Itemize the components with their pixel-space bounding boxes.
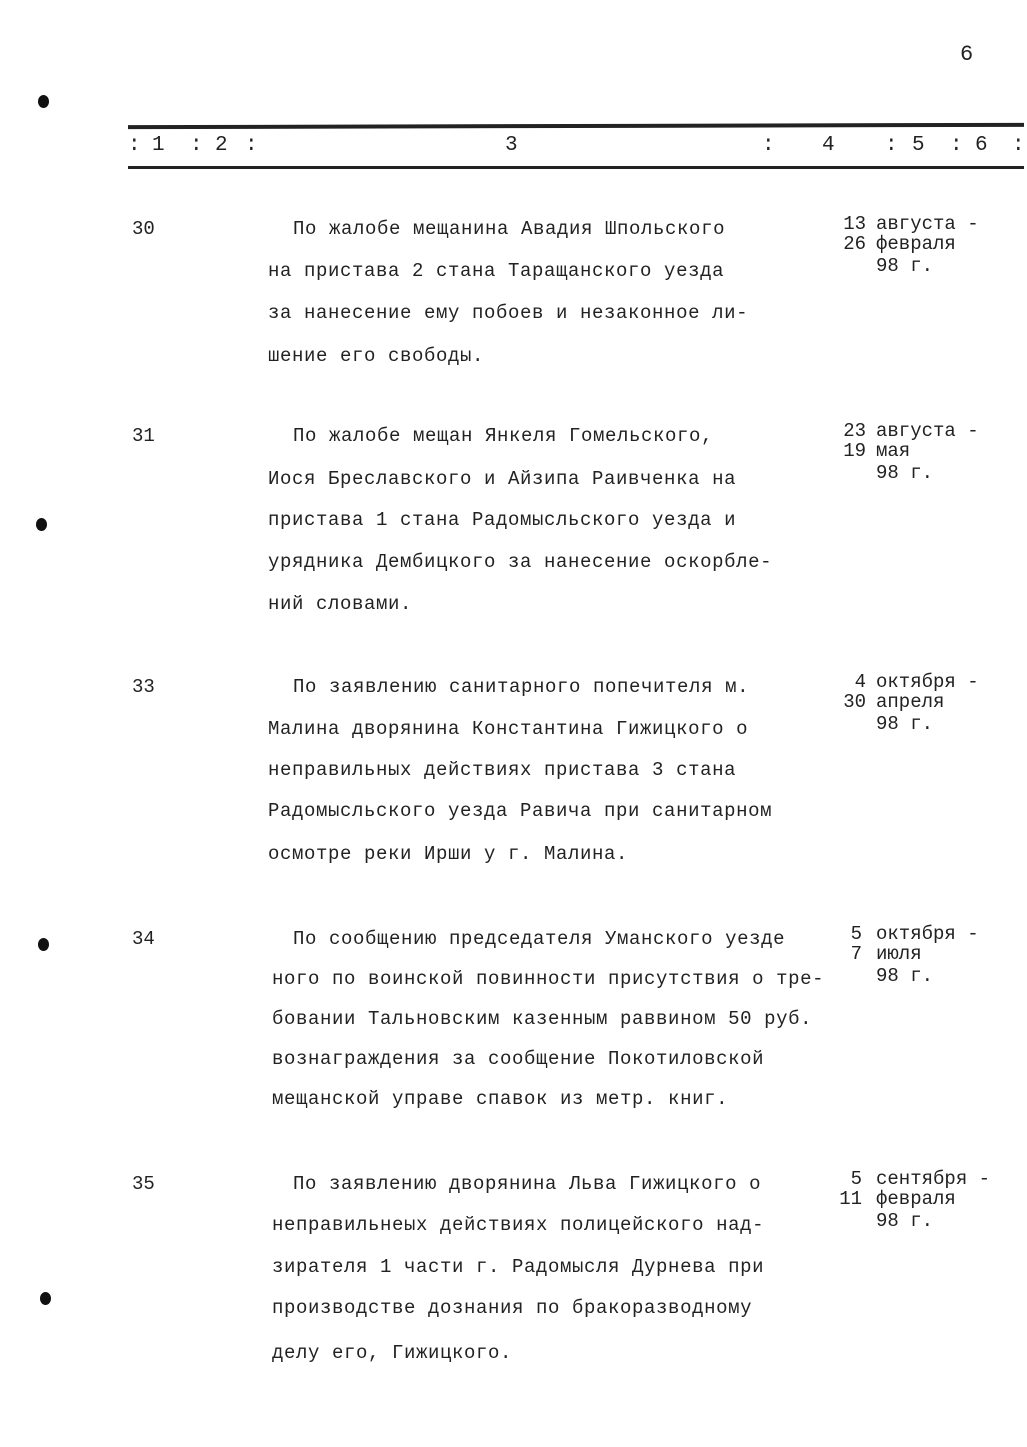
header-rule-top [128, 123, 1024, 129]
date-end-month: апреля [876, 691, 945, 713]
column-header-cell: 5 [912, 134, 927, 157]
entry-text-line: вознаграждения за сообщение Покотиловской [272, 1048, 765, 1070]
entry-text-line: на пристава 2 стана Таращанского уезда [268, 260, 725, 282]
date-start-month: августа - [876, 420, 979, 442]
date-end-day: 26 [843, 233, 866, 255]
column-header-cell: 2 [215, 134, 230, 157]
page-number: 6 [960, 42, 974, 67]
column-header-cell: : [1012, 134, 1027, 157]
column-header-cell: : [762, 134, 777, 157]
date-start-month: сентября - [876, 1168, 991, 1190]
date-start-day: 13 [843, 213, 866, 235]
date-start-day: 5 [850, 923, 862, 945]
column-header-cell: : [190, 134, 205, 157]
date-end-day: 19 [843, 440, 866, 462]
date-start-day: 5 [850, 1168, 862, 1190]
entry-text-line: По жалобе мещанина Авадия Шпольского [293, 218, 726, 240]
entry-text-line: По жалобе мещан Янкеля Гомельского, [293, 425, 714, 447]
date-end-month: февраля [876, 233, 956, 255]
column-header-cell: 3 [505, 134, 520, 157]
date-year: 98 г. [876, 713, 934, 735]
date-end-month: февраля [876, 1188, 956, 1210]
entry-number: 35 [132, 1173, 155, 1195]
entry-text-line: делу его, Гижицкого. [272, 1342, 513, 1364]
column-header-cell: : [885, 134, 900, 157]
column-header-cell: 1 [152, 134, 167, 157]
date-end-month: июля [876, 943, 922, 965]
date-year: 98 г. [876, 1210, 934, 1232]
date-start-day: 4 [854, 671, 866, 693]
date-year: 98 г. [876, 965, 934, 987]
date-end-day: 30 [843, 691, 866, 713]
header-rule-bottom [128, 166, 1024, 169]
entry-text-line: По сообщению председателя Уманского уезде [293, 928, 786, 950]
column-header-cell: : [128, 134, 143, 157]
entry-number: 31 [132, 425, 155, 447]
punch-hole [38, 938, 49, 951]
entry-text-line: бовании Тальновским казенным раввином 50 руб. [272, 1008, 813, 1030]
entry-text-line: Иося Бреславского и Айзипа Раивченка на [268, 468, 737, 490]
entry-text-line: зирателя 1 части г. Радомысля Дурнева при [272, 1256, 765, 1278]
column-header-cell: 6 [975, 134, 990, 157]
entry-text-line: ний словами. [268, 593, 413, 615]
entry-number: 30 [132, 218, 155, 240]
entry-text-line: урядника Дембицкого за нанесение оскорбле- [268, 551, 773, 573]
column-header-cell: : [245, 134, 260, 157]
entry-text-line: Малина дворянина Константина Гижицкого о [268, 718, 749, 740]
punch-hole [40, 1292, 51, 1305]
entry-text-line: за нанесение ему побоев и незаконное ли- [268, 302, 749, 324]
entry-text-line: неправильнеых действиях полицейского над- [272, 1214, 765, 1236]
entry-text-line: пристава 1 стана Радомысльского уезда и [268, 509, 737, 531]
entry-text-line: неправильных действиях пристава 3 стана [268, 759, 737, 781]
entry-text-line: осмотре реки Ирши у г. Малина. [268, 843, 629, 865]
column-header-cell: : [950, 134, 965, 157]
column-header-cell: 4 [822, 134, 837, 157]
date-start-month: августа - [876, 213, 979, 235]
date-end-month: мая [876, 440, 911, 462]
entry-text-line: шение его свободы. [268, 345, 485, 367]
entry-number: 34 [132, 928, 155, 950]
entry-text-line: производстве дознания по бракоразводному [272, 1297, 753, 1319]
date-end-day: 7 [850, 943, 862, 965]
entry-number: 33 [132, 676, 155, 698]
date-start-day: 23 [843, 420, 866, 442]
entry-text-line: По заявлению дворянина Льва Гижицкого о [293, 1173, 762, 1195]
entry-text-line: ного по воинской повинности присутствия о тре- [272, 968, 825, 990]
punch-hole [36, 518, 47, 531]
entry-text-line: Радомысльского уезда Равича при санитарном [268, 800, 773, 822]
punch-hole [38, 95, 49, 108]
date-start-month: октября - [876, 923, 979, 945]
entry-text-line: По заявлению санитарного попечителя м. [293, 676, 750, 698]
date-year: 98 г. [876, 462, 934, 484]
date-year: 98 г. [876, 255, 934, 277]
date-start-month: октября - [876, 671, 979, 693]
date-end-day: 11 [839, 1188, 862, 1210]
entry-text-line: мещанской управе спавок из метр. книг. [272, 1088, 729, 1110]
